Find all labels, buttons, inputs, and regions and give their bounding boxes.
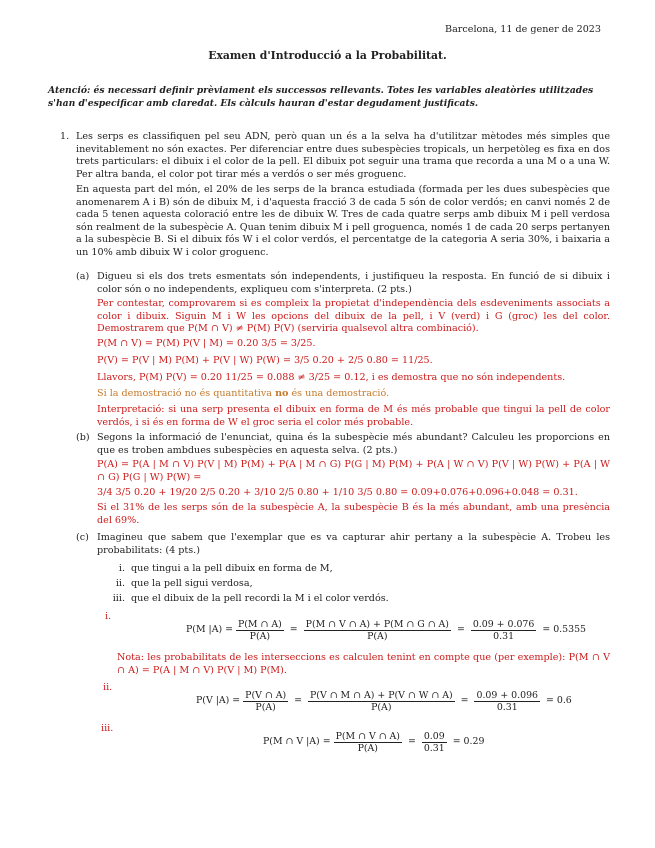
page-title: Examen d'Introducció a la Probabilitat. <box>208 49 447 62</box>
part-c-label: (c) <box>76 532 89 543</box>
question-statement-1: Les serps es classifiquen pel seu ADN, però quan un és a la selva ha d'utilitzar mètodes més simples que inevitablement no són exactes. Per diferenciar entre dues subespècies tropicals, un herpetòleg es fixa en dos trets particulars: el dibuix i el color de la pell. El dibuix pot seguir una trama que recorda a una M o a una W. Per altra banda, el color pot tirar més a verdós o ser més groguenc. <box>76 131 610 180</box>
solution-i-note: Nota: les probabilitats de les interseccions es calculen tenint en compte que (per exemple): P(M ∩ V ∩ A) = P(A | M ∩ V) P(V | M) P(M). <box>117 652 610 676</box>
part-c-item-label: iii. <box>112 593 125 604</box>
part-b-answer-conclusion: Si el 31% de les serps són de la subespècie A, la subespècie B és la més abundant, amb una presència del 69%. <box>97 502 610 526</box>
part-b-answer-values: 3/4 3/5 0.20 + 19/20 2/5 0.20 + 3/10 2/5 0.80 + 1/10 3/5 0.80 = 0.09+0.076+0.096+0.048 = 0.31. <box>97 487 578 498</box>
part-c-text: Imagineu que sabem que l'exemplar que es va capturar ahir pertany a la subespècie A. Trobeu les probabilitats: (4 pts.) <box>97 532 610 556</box>
part-a-answer-eq1: P(M ∩ V) = P(M) P(V | M) = 0.20 3/5 = 3/25. <box>97 338 316 349</box>
date-line: Barcelona, 11 de gener de 2023 <box>445 24 601 35</box>
part-a-text: Digueu si els dos trets esmentats són independents, i justifiqueu la resposta. En funció de si dibuix i color són o no independents, expliqueu com s'interpreta. (2 pts.) <box>97 271 610 295</box>
part-c-item-label: i. <box>118 563 125 574</box>
warning-note: Atenció: és necessari definir prèviament els successos rellevants. Totes les variables aleatòries utilitzades s'han d'especificar amb claredat. Els càlculs hauran d'estar degudament justificats. <box>48 85 594 109</box>
question-number: 1. <box>60 131 70 142</box>
part-a-answer-eq2: P(V) = P(V | M) P(M) + P(V | W) P(W) = 3/5 0.20 + 2/5 0.80 = 11/25. <box>97 355 433 366</box>
part-a-answer-intro: Per contestar, comprovarem si es compleix la propietat d'independència dels esdeveniments associats a color i dibuix. Siguin M i W les opcions del dibuix de la pell, i V (verd) i G (groc) les del color. Demostrarem que P(M ∩ V) ≠ P(M) P(V) (serviria qualsevol altra combinació). <box>97 298 610 335</box>
part-c-item-text: que el dibuix de la pell recordi la M i el color verdós. <box>131 593 389 604</box>
part-c-item-label: ii. <box>115 578 125 589</box>
question-statement-2: En aquesta part del món, el 20% de les serps de la branca estudiada (formada per les dues subespècies que anomenarem A i B) són de dibuix M, i d'aquesta fracció 3 de cada 5 són de color verdós; en canvi només 2 de cada 5 tenen aquesta coloració entre les de dibuix W. Tres de cada quatre serps amb dibuix M i pell verdosa són realment de la subespècie A. Quan tenim dibuix M i pell groguenca, només 1 de cada 20 serps pertanyen a la subespècie B. Si el dibuix fós W i el color verdós, el percentatge de la categoria A seria 30%, i baixaria a un 10% amb dibuix W i color groguenc. <box>76 184 610 258</box>
solution-i-label: i. <box>105 611 112 622</box>
equation-ii: P(V |A) = $\frac{P(V \cap A)}{P(A)}$ = $\frac{P(V \cap M \cap A) + P(V \cap W \cap A)}{P(A)}$ = $\frac{0.09 + 0.096}{0.31}$ = 0.6 <box>196 690 572 713</box>
part-a-answer-conclusion: Llavors, P(M) P(V) = 0.20 11/25 = 0.088 ≠ 3/25 = 0.12, i es demostra que no són independents. <box>97 372 566 383</box>
equation-iii: P(M ∩ V |A) = $\frac{P(M \cap V \cap A)}{P(A)}$ = $\frac{0.09}{0.31}$ = 0.29 <box>263 731 485 754</box>
part-a-grading-note: Si la demostració no és quantitativa no és una demostració. <box>97 388 390 399</box>
part-b-label: (b) <box>76 432 90 443</box>
part-a-interpretation: Interpretació: si una serp presenta el dibuix en forma de M és més probable que tingui la pell de color verdós, i si és en forma de W el groc seria el color més probable. <box>97 404 610 428</box>
part-a-label: (a) <box>76 271 90 282</box>
part-c-item-text: que la pell sigui verdosa, <box>131 578 253 589</box>
part-b-answer-formula: P(A) = P(A | M ∩ V) P(V | M) P(M) + P(A | M ∩ G) P(G | M) P(M) + P(A | W ∩ V) P(V | W) P(W) + P(A | W ∩ G) P(G | W) P(W) = <box>97 459 610 483</box>
part-c-item-text: que tingui a la pell dibuix en forma de M, <box>131 563 333 574</box>
solution-ii-label: ii. <box>103 682 113 693</box>
solution-iii-label: iii. <box>101 723 114 734</box>
equation-i: P(M |A) = $\frac{P(M \cap A)}{P(A)}$ = $\frac{P(M \cap V \cap A) + P(M \cap G \cap A)}{P(A)}$ = $\frac{0.09 + 0.076}{0.31}$ = 0.5355 <box>186 619 586 642</box>
part-b-text: Segons la informació de l'enunciat, quina és la subespècie més abundant? Calculeu les proporcions en que es troben ambdues subespècies en aquesta selva. (2 pts.) <box>97 432 610 456</box>
